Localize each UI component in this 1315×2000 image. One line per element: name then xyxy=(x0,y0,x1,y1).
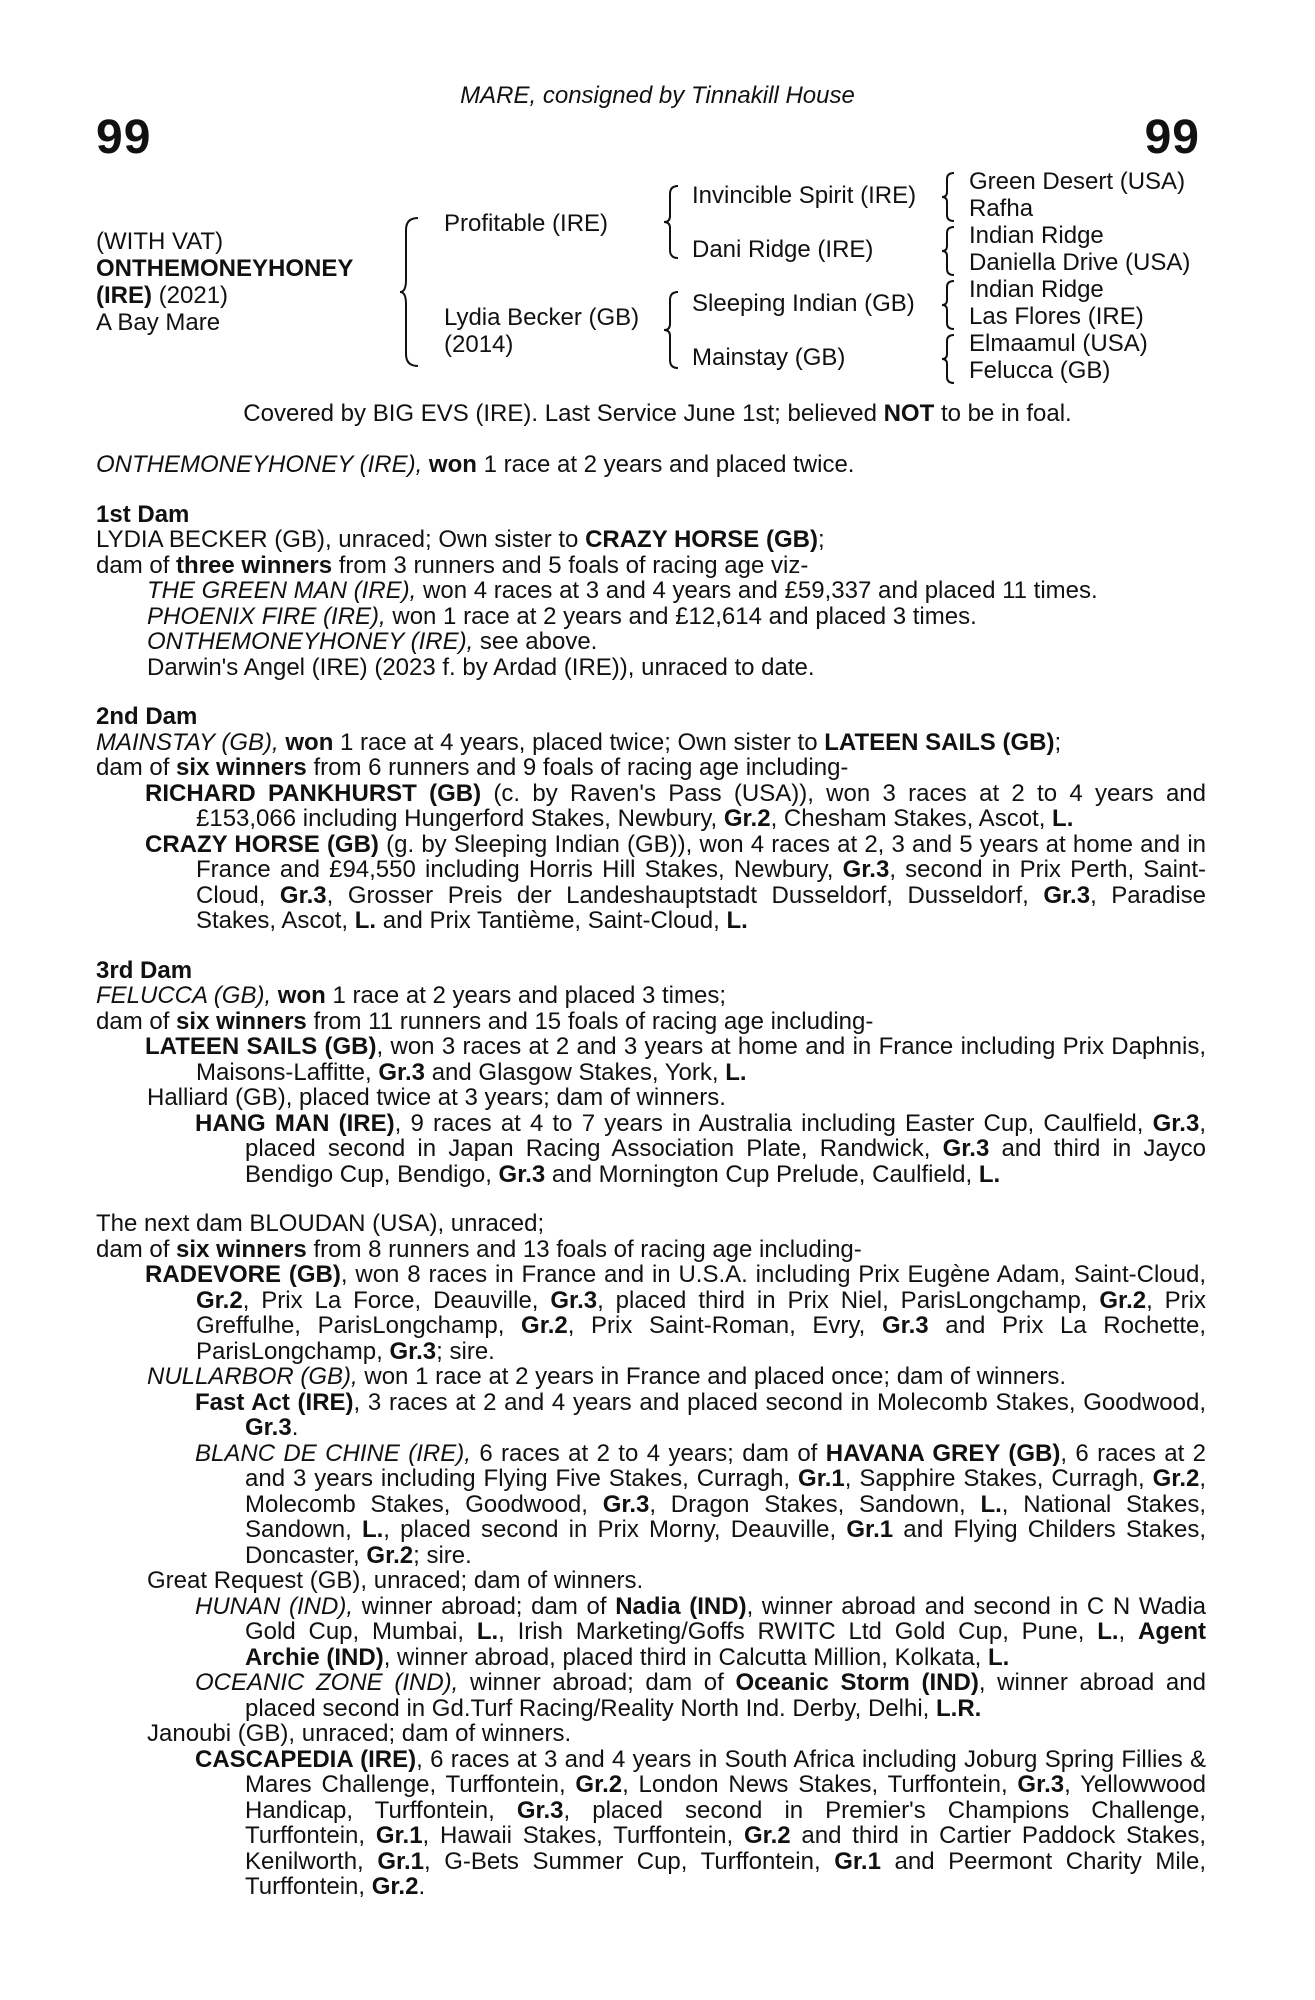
progeny-item: Darwin's Angel (IRE) (2023 f. by Ardad (IRE)), unraced to date. xyxy=(147,653,815,681)
vat-note: (WITH VAT) xyxy=(96,228,224,255)
pedigree-table xyxy=(0,168,1315,393)
pedigree-bracket-4 xyxy=(940,171,958,223)
lot-number-left: 99 xyxy=(96,111,152,164)
covered-note: Covered by BIG EVS (IRE). Last Service June 1st; believed NOT to be in foal. xyxy=(243,400,1072,427)
grandsire-3: Indian Ridge xyxy=(969,222,1104,249)
pedigree-bracket-6 xyxy=(940,279,958,331)
progeny-item: LATEEN SAILS (GB), won 3 races at 2 and 3 years at home and in France including Prix Daphnis, Maisons-Laffitte, Gr.3 and Glasgow Stakes, York, L. xyxy=(145,1033,1206,1086)
progeny-item: HANG MAN (IRE), 9 races at 4 to 7 years in Australia including Easter Cup, Caulfield, Gr.3, placed second in Japan Racing Association Plate, Randwick, Gr.3 and third in Jayco Bendigo Cup, Bendigo, Gr.3 and Mornington Cup Prelude, Caulfield, L. xyxy=(195,1109,1207,1188)
grandsire-1: Green Desert (USA) xyxy=(969,168,1186,195)
horse-description: A Bay Mare xyxy=(96,309,221,336)
first-dam-heading: 1st Dam xyxy=(96,500,190,528)
progeny-item: NULLARBOR (GB), won 1 race at 2 years in France and placed once; dam of winners. xyxy=(147,1363,1067,1390)
progeny-item: THE GREEN MAN (IRE), won 4 races at 3 and 4 years and £59,337 and placed 11 times. xyxy=(147,577,1098,604)
pedigree-bracket-3 xyxy=(662,290,682,370)
grandsire-4: Daniella Drive (USA) xyxy=(969,249,1191,276)
pedigree-bracket-2 xyxy=(662,184,682,260)
third-dam-heading: 3rd Dam xyxy=(96,956,193,984)
third-dam-section: 3rd Dam FELUCCA (GB), won 1 race at 2 years and placed 3 times; dam of six winners from 11 runners and 15 foals of racing age including- LATEEN SAILS (GB), won 3 races at 2 and 3 years at home and in France including Prix Daphnis, Maisons-Laffitte, Gr.3 and Glasgow Stakes, York, L. Halliard (GB), placed twice at 3 years; dam of winners. HANG MAN (IRE), 9 races at 4 to 7 years in Australia including Easter Cup, Caulfield, Gr.3, placed second in Japan Racing Association Plate, Randwick, Gr.3 and third in Jayco Bendigo Cup, Bendigo, Gr.3 and Mornington Cup Prelude, Caulfield, L. xyxy=(96,956,1207,1188)
progeny-item: RICHARD PANKHURST (GB) (c. by Raven's Pass (USA)), won 3 races at 2 to 4 years and £153,066 including Hungerford Stakes, Newbury, Gr.2, Chesham Stakes, Ascot, L. xyxy=(145,779,1206,832)
lot-number-right: 99 xyxy=(1144,111,1200,164)
dam: Lydia Becker (GB) xyxy=(444,304,640,331)
dam-year: (2014) xyxy=(444,331,514,358)
progeny-item: Halliard (GB), placed twice at 3 years; dam of winners. xyxy=(147,1084,726,1111)
next-dam-section: The next dam BLOUDAN (USA), unraced; dam of six winners from 8 runners and 13 foals of racing age including- RADEVORE (GB), won 8 races in France and in U.S.A. including Prix Eugène Adam, Saint-Cloud, Gr.2, Prix La Force, Deauville, Gr.3, placed third in Prix Niel, ParisLongchamp, Gr.2, Prix Greffulhe, ParisLongchamp, Gr.2, Prix Saint-Roman, Evry, Gr.3 and Prix La Rochette, ParisLongchamp, Gr.3; sire. NULLARBOR (GB), won 1 race at 2 years in France and placed once; dam of winners. Fast Act (IRE), 3 races at 2 and 4 years and placed second in Molecomb Stakes, Goodwood, Gr.3. BLANC DE CHINE (IRE), 6 races at 2 to 4 years; dam of HAVANA GREY (GB), 6 races at 2 and 3 years including Flying Five Stakes, Curragh, Gr.1, Sapphire Stakes, Curragh, Gr.2, Molecomb Stakes, Goodwood, Gr.3, Dragon Stakes, Sandown, L., National Stakes, Sandown, L., placed second in Prix Morny, Deauville, Gr.1 and Flying Childers Stakes, Doncaster, Gr.2; sire. Great Request (GB), unraced; dam of winners. HUNAN (IND), winner abroad; dam of Nadia (IND), winner abroad and second in C N Wadia Gold Cup, Mumbai, L., Irish Marketing/Goffs RWITC Ltd Gold Cup, Pune, L., Agent Archie (IND), winner abroad, placed third in Calcutta Million, Kolkata, L. OCEANIC ZONE (IND), winner abroad; dam of Oceanic Storm (IND), winner abroad and placed second in Gd.Turf Racing/Reality North Ind. Derby, Delhi, L.R. Janoubi (GB), unraced; dam of winners. CASCAPEDIA (IRE), 6 races at 3 and 4 years in South Africa including Joburg Spring Fillies & Mares Challenge, Turffontein, Gr.2, London News Stakes, Turffontein, Gr.3, Yellowwood Handicap, Turffontein, Gr.3, placed second in Premier's Champions Challenge, Turffontein, Gr.1, Hawaii Stakes, Turffontein, Gr.2 and third in Cartier Paddock Stakes, Kenilworth, Gr.1, G-Bets Summer Cup, Turffontein, Gr.1 and Peermont Charity Mile, Turffontein, Gr.2. xyxy=(96,1210,1207,1900)
grandsire-2: Rafha xyxy=(969,195,1034,222)
progeny-item: BLANC DE CHINE (IRE), 6 races at 2 to 4 years; dam of HAVANA GREY (GB), 6 races at 2 and 3 years including Flying Five Stakes, Curragh, Gr.1, Sapphire Stakes, Curragh, Gr.2, Molecomb Stakes, Goodwood, Gr.3, Dragon Stakes, Sandown, L., National Stakes, Sandown, L., placed second in Prix Morny, Deauville, Gr.1 and Flying Childers Stakes, Doncaster, Gr.2; sire. xyxy=(195,1439,1207,1569)
horse-name: ONTHEMONEYHONEY xyxy=(96,255,354,282)
second-dam-section: 2nd Dam MAINSTAY (GB), won 1 race at 4 years, placed twice; Own sister to LATEEN SAILS (GB); dam of six winners from 6 runners and 9 foals of racing age including- RICHARD PANKHURST (GB) (c. by Raven's Pass (USA)), won 3 races at 2 to 4 years and £153,066 including Hungerford Stakes, Newbury, Gr.2, Chesham Stakes, Ascot, L. CRAZY HORSE (GB) (g. by Sleeping Indian (GB)), won 4 races at 2, 3 and 5 years at home and in France and £94,550 including Horris Hill Stakes, Newbury, Gr.3, second in Prix Perth, Saint-Cloud, Gr.3, Grosser Preis der Landeshauptstadt Dusseldorf, Dusseldorf, Gr.3, Paradise Stakes, Ascot, L. and Prix Tantième, Saint-Cloud, L. xyxy=(96,703,1207,934)
dam-sire: Sleeping Indian (GB) xyxy=(692,290,915,317)
sire-sire: Invincible Spirit (IRE) xyxy=(692,182,917,209)
progeny-item: RADEVORE (GB), won 8 races in France and in U.S.A. including Prix Eugène Adam, Saint-Cloud, Gr.2, Prix La Force, Deauville, Gr.3, placed third in Prix Niel, ParisLongchamp, Gr.2, Prix Greffulhe, ParisLongchamp, Gr.2, Prix Saint-Roman, Evry, Gr.3 and Prix La Rochette, ParisLongchamp, Gr.3; sire. xyxy=(145,1261,1207,1365)
consignment-subtitle: MARE, consigned by Tinnakill House xyxy=(460,82,855,109)
horse-country: (IRE) xyxy=(96,282,152,309)
horse-year: (2021) xyxy=(158,282,229,309)
first-dam-section: 1st Dam LYDIA BECKER (GB), unraced; Own sister to CRAZY HORSE (GB); dam of three winners from 3 runners and 5 foals of racing age viz- THE GREEN MAN (IRE), won 4 races at 3 and 4 years and £59,337 and placed 11 times. PHOENIX FIRE (IRE), won 1 race at 2 years and £12,614 and placed 3 times. ONTHEMONEYHONEY (IRE), see above. Darwin's Angel (IRE) (2023 f. by Ardad (IRE)), unraced to date. xyxy=(96,502,1206,681)
horse-country-year xyxy=(96,282,228,309)
progeny-item: PHOENIX FIRE (IRE), won 1 race at 2 years and £12,614 and placed 3 times. xyxy=(147,602,977,630)
dam-dam: Mainstay (GB) xyxy=(692,344,846,371)
second-dam-heading: 2nd Dam xyxy=(96,703,198,730)
catalogue-body xyxy=(96,452,1206,1900)
grandsire-6: Las Flores (IRE) xyxy=(969,303,1144,330)
pedigree-bracket-7 xyxy=(940,333,958,385)
pedigree-bracket-1 xyxy=(398,216,422,368)
progeny-item: Janoubi (GB), unraced; dam of winners. xyxy=(147,1720,572,1747)
race-record: ONTHEMONEYHONEY (IRE), won 1 race at 2 years and placed twice. xyxy=(96,451,855,478)
sire: Profitable (IRE) xyxy=(444,210,609,237)
progeny-item: CASCAPEDIA (IRE), 6 races at 3 and 4 years in South Africa including Joburg Spring Fillies & Mares Challenge, Turffontein, Gr.2, London News Stakes, Turffontein, Gr.3, Yellowwood Handicap, Turffontein, Gr.3, placed second in Premier's Champions Challenge, Turffontein, Gr.1, Hawaii Stakes, Turffontein, Gr.2 and third in Cartier Paddock Stakes, Kenilworth, Gr.1, G-Bets Summer Cup, Turffontein, Gr.1 and Peermont Charity Mile, Turffontein, Gr.2. xyxy=(195,1745,1207,1900)
pedigree-bracket-5 xyxy=(940,225,958,277)
progeny-item: OCEANIC ZONE (IND), winner abroad; dam of Oceanic Storm (IND), winner abroad and placed second in Gd.Turf Racing/Reality North Ind. Derby, Delhi, L.R. xyxy=(195,1669,1206,1722)
grandsire-5: Indian Ridge xyxy=(969,276,1104,303)
grandsire-8: Felucca (GB) xyxy=(969,357,1111,384)
progeny-item: HUNAN (IND), winner abroad; dam of Nadia (IND), winner abroad and second in C N Wadia Gold Cup, Mumbai, L., Irish Marketing/Goffs RWITC Ltd Gold Cup, Pune, L., Agent Archie (IND), winner abroad, placed third in Calcutta Million, Kolkata, L. xyxy=(195,1592,1207,1671)
progeny-item: Fast Act (IRE), 3 races at 2 and 4 years and placed second in Molecomb Stakes, Goodwood, Gr.3. xyxy=(195,1388,1206,1441)
grandsire-7: Elmaamul (USA) xyxy=(969,330,1148,357)
progeny-item: Great Request (GB), unraced; dam of winners. xyxy=(147,1567,644,1594)
progeny-item: ONTHEMONEYHONEY (IRE), see above. xyxy=(147,628,598,655)
progeny-item: CRAZY HORSE (GB) (g. by Sleeping Indian (GB)), won 4 races at 2, 3 and 5 years at home and in France and £94,550 including Horris Hill Stakes, Newbury, Gr.3, second in Prix Perth, Saint-Cloud, Gr.3, Grosser Preis der Landeshauptstadt Dusseldorf, Dusseldorf, Gr.3, Paradise Stakes, Ascot, L. and Prix Tantième, Saint-Cloud, L. xyxy=(145,830,1207,934)
sire-dam: Dani Ridge (IRE) xyxy=(692,236,874,263)
